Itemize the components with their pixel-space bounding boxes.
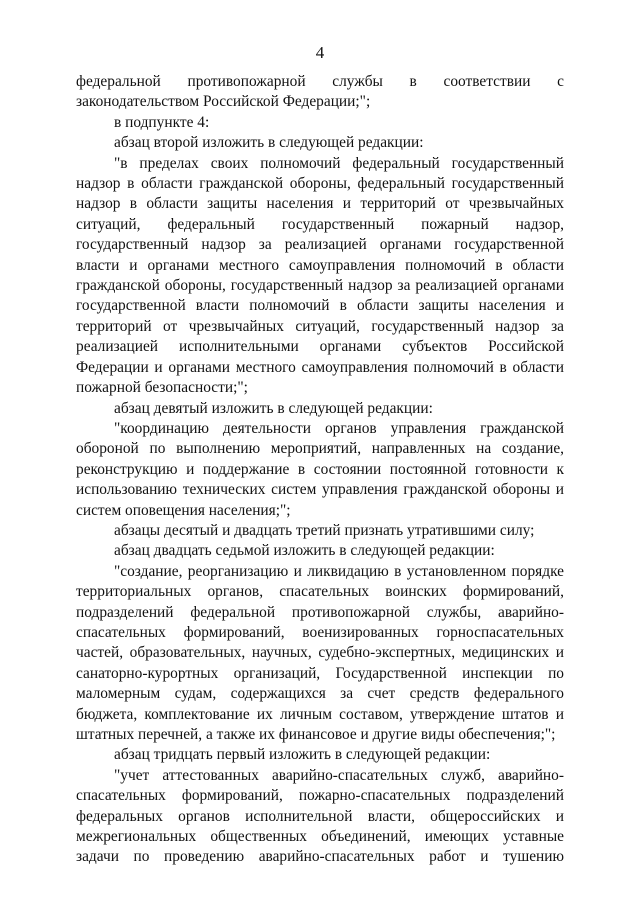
paragraph-quoted-abzac-2: "в пределах своих полномочий федеральный государственный надзор в области гражданской обороны, федеральный государственный надзор в области защиты населения и территорий от чрезвычайных ситуаций, федеральный государственный пожарный надзор, государственный надзор за реализацией органами государственной власти и органами местного самоуправления полномочий в области гражданской обороны, государственный надзор за реализацией органами государственной власти полномочий в области защиты населения и территорий от чрезвычайных ситуаций, государственный надзор за реализацией исполнительными органами субъектов Российской Федерации и органами местного самоуправления полномочий в области пожарной безопасности;";: [76, 154, 564, 397]
paragraph-repeal-abzacs: абзацы десятый и двадцать третий признать утратившими силу;: [114, 521, 535, 539]
paragraph-continuation: федеральной противопожарной службы в соответствии с законодательством Российской Федерации;";: [76, 73, 564, 111]
paragraph-instruction-abzac-2: абзац второй изложить в следующей редакции:: [114, 134, 424, 152]
paragraph-instruction-abzac-27: абзац двадцать седьмой изложить в следующей редакции:: [114, 542, 495, 560]
page-number: 4: [315, 43, 325, 62]
paragraph-subpoint-4: в подпункте 4:: [114, 113, 210, 131]
paragraph-instruction-abzac-9: абзац девятый изложить в следующей редакции:: [114, 399, 433, 417]
document-body: [76, 72, 564, 868]
paragraph-instruction-abzac-31: абзац тридцать первый изложить в следующей редакции:: [114, 746, 491, 764]
paragraph-quoted-abzac-31: "учет аттестованных аварийно-спасательных служб, аварийно-спасательных формирований, пожарно-спасательных подразделений федеральных органов исполнительной власти, общероссийских и межрегиональных общественных объединений, имеющих уставные задачи по проведению аварийно-спасательных работ и тушению: [76, 766, 564, 866]
paragraph-quoted-abzac-9: "координацию деятельности органов управления гражданской обороной по выполнению мероприятий, направленных на создание, реконструкцию и поддержание в состоянии постоянной готовности к использованию технических систем управления гражданской обороны и систем оповещения населения;";: [76, 419, 564, 519]
paragraph-quoted-abzac-27: "создание, реорганизацию и ликвидацию в установленном порядке территориальных органов, спасательных воинских формирований, подразделений федеральной противопожарной службы, аварийно-спасательных формирований, военизированных горноспасательных частей, образовательных, научных, судебно-экспертных, медицинских и санаторно-курортных организаций, Государственной инспекции по маломерным судам, содержащихся за счет средств федерального бюджета, комплектование их личным составом, утверждение штатов и штатных перечней, а также их финансовое и другие виды обеспечения;";: [76, 562, 564, 743]
